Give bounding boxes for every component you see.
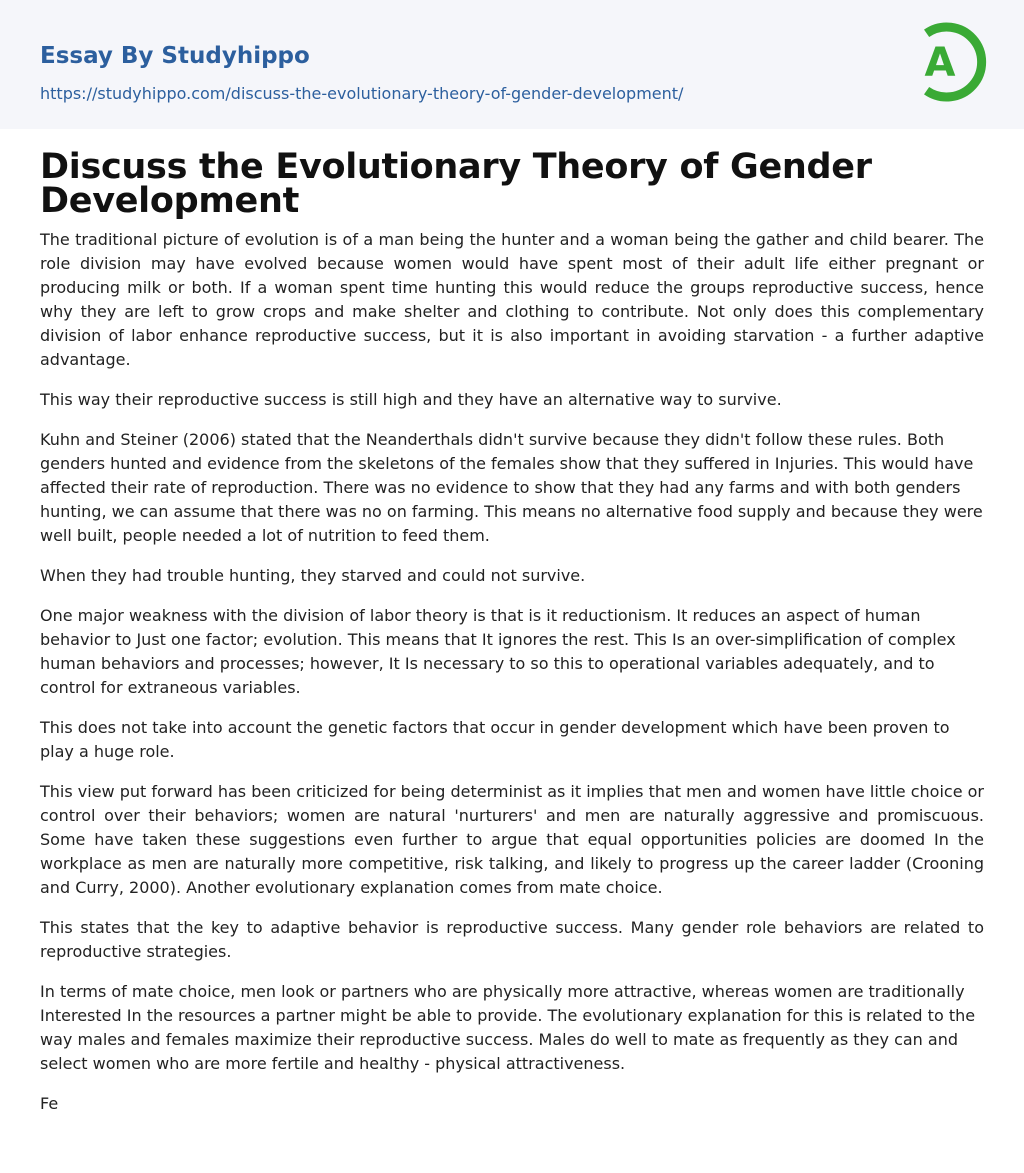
article-paragraph-4: When they had trouble hunting, they starved and could not survive. bbox=[40, 566, 586, 585]
article-paragraph-1: The traditional picture of evolution is of a man being the hunter and a woman being the gather and child bearer. The role division may have evolved because women would have spent most of their adult life either pregnant or producing milk or both. If a woman spent time hunting this would reduce the groups reproductive success, hence why they are left to grow crops and make shelter and clothing to contribute. Not only does this complementary division of labor enhance reproductive success, but it is also important in avoiding starvation - a further adaptive advantage. bbox=[40, 230, 984, 369]
article-title: Discuss the Evolutionary Theory of Gender Development bbox=[40, 147, 872, 221]
studyhippo-logo-icon[interactable] bbox=[912, 18, 988, 106]
article-paragraph-6: This does not take into account the genetic factors that occur in gender development which have been proven to play a huge role. bbox=[40, 718, 950, 761]
article-paragraph-2: This way their reproductive success is still high and they have an alternative way to survive. bbox=[40, 390, 782, 409]
site-brand[interactable]: Essay By Studyhippo bbox=[40, 43, 310, 69]
site-header bbox=[0, 0, 1024, 129]
logo-letter: A bbox=[924, 40, 956, 86]
article-body bbox=[40, 228, 984, 1132]
article-paragraph-3: Kuhn and Steiner (2006) stated that the Neanderthals didn't survive because they didn't follow these rules. Both genders hunted and evidence from the skeletons of the females show that they suffered in Injuries. This would have affected their rate of reproduction. There was no evidence to show that they had any farms and with both genders hunting, we can assume that there was no on farming. This means no alternative food supply and because they were well built, people needed a lot of nutrition to feed them. bbox=[40, 430, 983, 545]
article-paragraph-9: In terms of mate choice, men look or partners who are physically more attractive, whereas women are traditionally Interested In the resources a partner might be able to provide. The evolutionary explanation for this is related to the way males and females maximize their reproductive success. Males do well to mate as frequently as they can and select women who are more fertile and healthy - physical attractiveness. bbox=[40, 982, 976, 1073]
article-paragraph-8: This states that the key to adaptive behavior is reproductive success. Many gender role behaviors are related to reproductive strategies. bbox=[40, 918, 984, 961]
article-paragraph-5: One major weakness with the division of labor theory is that is it reductionism. It reduces an aspect of human behavior to Just one factor; evolution. This means that It ignores the rest. This Is an over-simplification of complex human behaviors and processes; however, It Is necessary to so this to operational variables adequately, and to control for extraneous variables. bbox=[40, 606, 956, 697]
article-paragraph-10: Fe bbox=[40, 1094, 59, 1113]
article-paragraph-7: This view put forward has been criticized for being determinist as it implies that men and women have little choice or control over their behaviors; women are natural 'nurturers' and men are naturally aggressive and promiscuous. Some have taken these suggestions even further to argue that equal opportunities policies are doomed In the workplace as men are naturally more competitive, risk talking, and likely to progress up the career ladder (Crooning and Curry, 2000). Another evolutionary explanation comes from mate choice. bbox=[40, 782, 984, 897]
article-url-link[interactable]: https://studyhippo.com/discuss-the-evolutionary-theory-of-gender-development/ bbox=[40, 84, 684, 103]
